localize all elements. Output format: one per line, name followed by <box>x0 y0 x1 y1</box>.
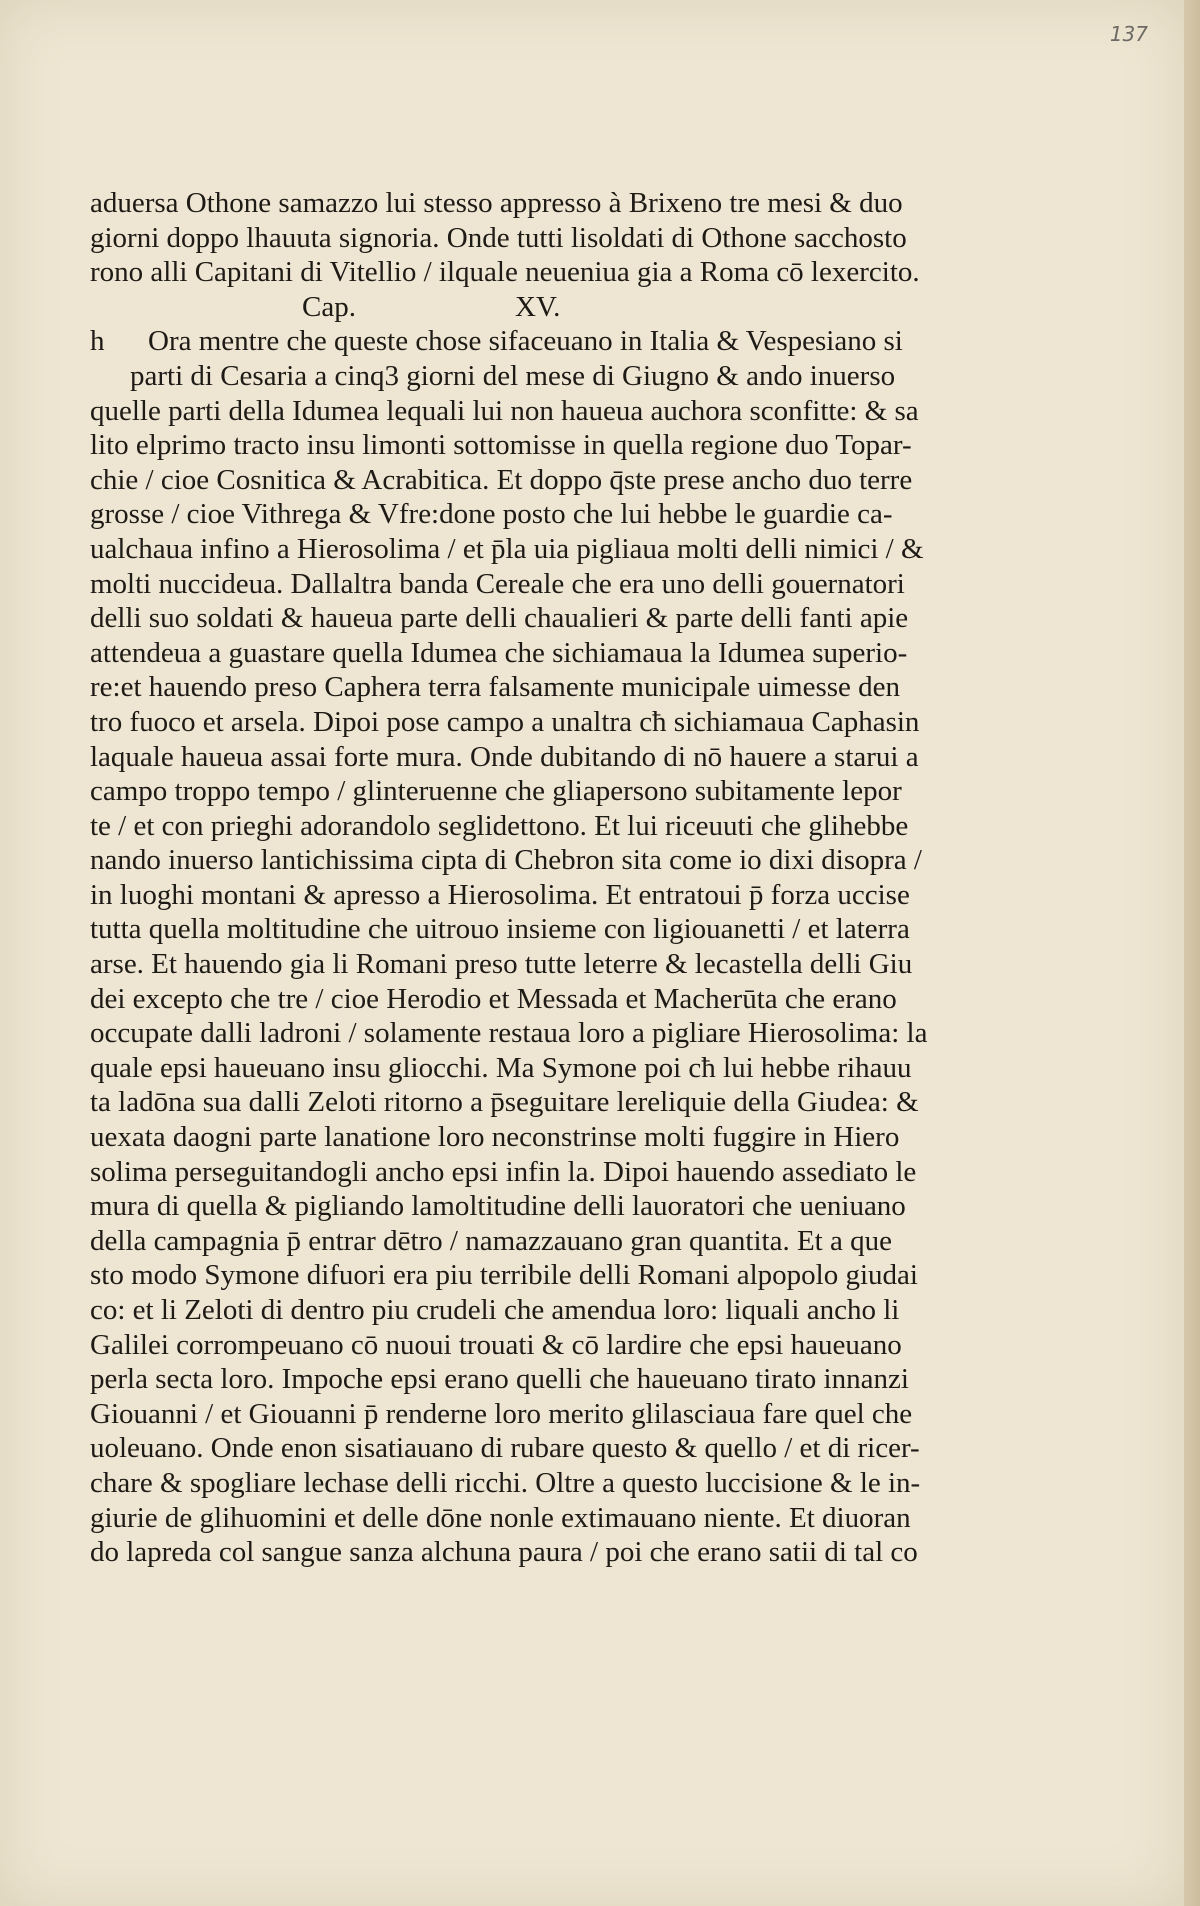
text-line: uoleuano. Onde enon sisatiauano di rubare questo & quello / et di ricer- <box>90 1432 920 1465</box>
body-text <box>90 186 950 1570</box>
text-line: quale epsi haueuano insu gliocchi. Ma Symone poi cħ lui hebbe rihauu <box>90 1051 912 1084</box>
text-line: uexata daogni parte lanatione loro neconstrinse molti fuggire in Hiero <box>90 1121 900 1154</box>
text-line: do lapreda col sangue sanza alchuna paura / poi che erano satii di tal co <box>90 1536 918 1569</box>
text-line: sto modo Symone difuori era piu terribile delli Romani alpopolo giudai <box>90 1259 918 1292</box>
text-line: re:et hauendo preso Caphera terra falsamente municipale uimesse den <box>90 671 901 704</box>
text-line: te / et con prieghi adorandolo seglidettono. Et lui riceuuti che glihebbe <box>90 809 909 842</box>
first-line-text: Ora mentre che queste chose sifaceuano in Italia & Vespesiano si <box>148 325 903 358</box>
text-line: giorni doppo lhauuta signoria. Onde tutti lisoldati di Othone sacchosto <box>90 221 907 254</box>
text-line: co: et li Zeloti di dentro piu crudeli che amendua loro: liquali ancho li <box>90 1294 900 1326</box>
text-line: occupate dalli ladroni / solamente restaua loro a pigliare Hierosolima: la <box>90 1017 928 1050</box>
text-line: molti nuccideua. Dallaltra banda Cereale che era uno delli gouernatori <box>90 567 905 600</box>
text-line: giurie de glihuomini et delle dōne nonle extimauano niente. Et diuoran <box>90 1501 911 1534</box>
guide-letter: h <box>90 325 105 358</box>
chapter-number: XV. <box>515 290 561 323</box>
text-line: solima perseguitandogli ancho epsi infin la. Dipoi hauendo assediato le <box>90 1155 917 1188</box>
text-line: mura di quella & pigliando lamoltitudine delli lauoratori che ueniuano <box>90 1190 906 1223</box>
text-line: perla secta loro. Impoche epsi erano quelli che haueuano tirato innanzi <box>90 1363 909 1396</box>
text-line: tro fuoco et arsela. Dipoi pose campo a unaltra cħ sichiamaua Caphasin <box>90 705 920 738</box>
text-line: delli suo soldati & haueua parte delli chaualieri & parte delli fanti apie <box>90 602 909 635</box>
text-line: chare & spogliare lechase delli ricchi. Oltre a questo luccisione & le in- <box>90 1466 921 1499</box>
text-line: laquale haueua assai forte mura. Onde dubitando di nō hauere a starui a <box>90 740 919 773</box>
text-line: in luoghi montani & apresso a Hierosolima. Et entratoui p̄ forza uccise <box>90 878 910 911</box>
text-line: ta ladōna sua dalli Zeloti ritorno a p̄seguitare lereliquie della Giudea: & <box>90 1086 919 1119</box>
text-line: Giouanni / et Giouanni p̄ renderne loro merito glilasciaua fare quel che <box>90 1397 913 1430</box>
text-line: dei excepto che tre / cioe Herodio et Messada et Macherūta che erano <box>90 982 897 1015</box>
text-line: grosse / cioe Vithrega & Vfre:done posto che lui hebbe le guardie ca- <box>90 498 893 531</box>
text-line: campo troppo tempo / glinteruenne che gliapersono subitamente lepor <box>90 775 902 808</box>
text-line: ualchaua infino a Hierosolima / et p̄la uia pigliaua molti delli nimici / & <box>90 532 924 565</box>
chapter-label: Cap. <box>302 290 356 323</box>
text-line: aduersa Othone samazzo lui stesso appresso à Brixeno tre mesi & duo <box>90 187 903 219</box>
text-line: attendeua a guastare quella Idumea che sichiamaua la Idumea superio- <box>90 636 908 669</box>
text-line: arse. Et hauendo gia li Romani preso tutte leterre & lecastella delli Giu <box>90 948 913 981</box>
text-line: rono alli Capitani di Vitellio / ilquale neueniua gia a Roma cō lexercito. <box>90 256 920 289</box>
folio-number: 137 <box>1109 22 1148 46</box>
text-line: chie / cioe Cosnitica & Acrabitica. Et doppo q̄ste prese ancho duo terre <box>90 463 913 496</box>
text-line: nando inuerso lantichissima cipta di Chebron sita come io dixi disopra / <box>90 844 922 877</box>
chapter-first-line <box>90 324 950 359</box>
page-edge <box>1184 0 1200 1906</box>
text-line: tutta quella moltitudine che uitrouo insieme con ligiouanetti / et laterra <box>90 913 910 946</box>
text-line: lito elprimo tracto insu limonti sottomisse in quella regione duo Topar- <box>90 429 912 462</box>
text-line: Galilei corrompeuano cō nuoui trouati & cō lardire che epsi haueuano <box>90 1328 902 1361</box>
chapter-heading <box>90 290 950 325</box>
text-line: parti di Cesaria a cinq3 giorni del mese di Giugno & ando inuerso <box>130 359 896 392</box>
text-line: quelle parti della Idumea lequali lui non haueua auchora sconfitte: & sa <box>90 394 919 427</box>
text-line: della campagnia p̄ entrar dētro / namazzauano gran quantita. Et a que <box>90 1224 892 1257</box>
